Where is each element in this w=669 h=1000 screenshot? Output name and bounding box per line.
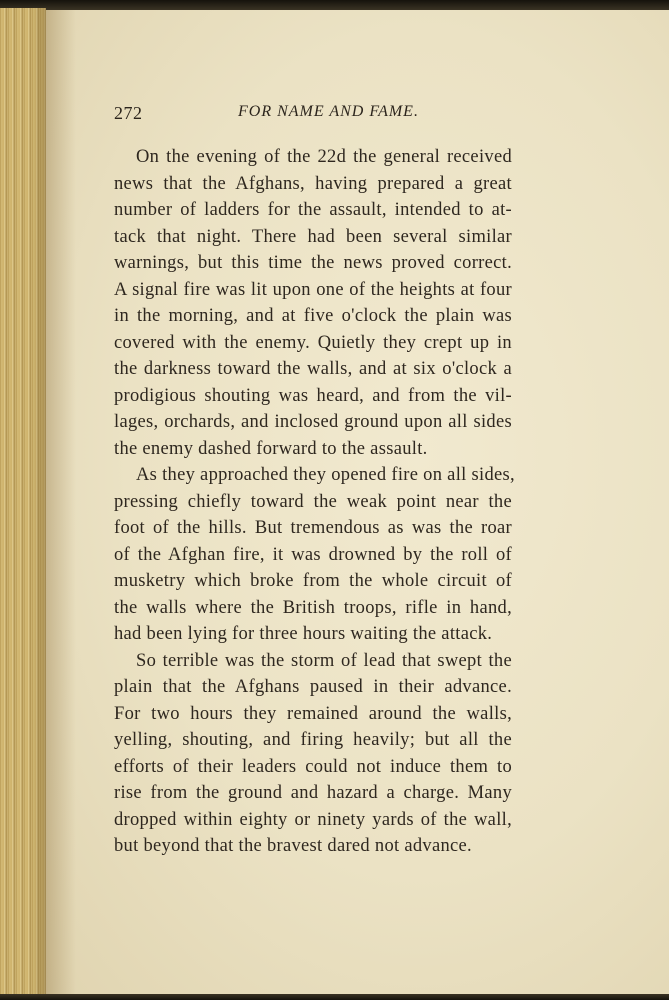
text-line: So terrible was the storm of lead that swept the — [136, 650, 512, 671]
body-text — [114, 144, 515, 860]
text-line: dropped within eighty or ninety yards of the wall, — [114, 809, 512, 830]
text-line: in the morning, and at five o'clock the plain was — [114, 306, 512, 326]
book-page-edges — [0, 8, 46, 998]
text-line: foot of the hills. But tremendous as was the roar — [114, 518, 512, 538]
text-line: tack that night. There had been several similar — [114, 226, 512, 247]
text-line: number of ladders for the assault, intended to at- — [114, 200, 512, 220]
text-line: A signal fire was lit upon one of the heights at four — [114, 279, 512, 300]
text-line: but beyond that the bravest dared not advance. — [114, 836, 472, 856]
text-line: efforts of their leaders could not induce them to — [114, 756, 512, 777]
text-line: the darkness toward the walls, and at six o'clock a — [114, 359, 512, 379]
scan-bottom-edge — [0, 994, 669, 1000]
text-line: had been lying for three hours waiting the attack. — [114, 624, 493, 644]
text-line: yelling, shouting, and firing heavily; but all the — [114, 730, 512, 750]
text-line: musketry which broke from the whole circuit of — [114, 571, 512, 591]
text-line: the walls where the British troops, rifle in hand, — [114, 597, 512, 618]
text-line: prodigious shouting was heard, and from the vil- — [114, 385, 512, 406]
page-number: 272 — [114, 103, 143, 123]
text-line: On the evening of the 22d the general received — [136, 147, 512, 167]
text-line: warnings, but this time the news proved correct. — [114, 253, 512, 273]
text-line: news that the Afghans, having prepared a great — [114, 173, 512, 194]
text-line: the enemy dashed forward to the assault. — [114, 438, 428, 459]
page-header — [114, 100, 514, 126]
text-line: lages, orchards, and inclosed ground upon all sides — [114, 412, 512, 432]
text-line: plain that the Afghans paused in their advance. — [114, 677, 512, 697]
scan-top-edge — [0, 0, 669, 10]
text-line: As they approached they opened fire on all sides, — [136, 465, 515, 485]
text-line: covered with the enemy. Quietly they crept up in — [114, 332, 512, 353]
text-line: of the Afghan fire, it was drowned by the roll of — [114, 544, 512, 565]
text-line: For two hours they remained around the walls, — [114, 703, 512, 724]
running-title: FOR NAME AND FAME. — [238, 103, 419, 120]
text-line: pressing chiefly toward the weak point near the — [114, 491, 512, 512]
text-line: rise from the ground and hazard a charge. Many — [114, 783, 512, 803]
